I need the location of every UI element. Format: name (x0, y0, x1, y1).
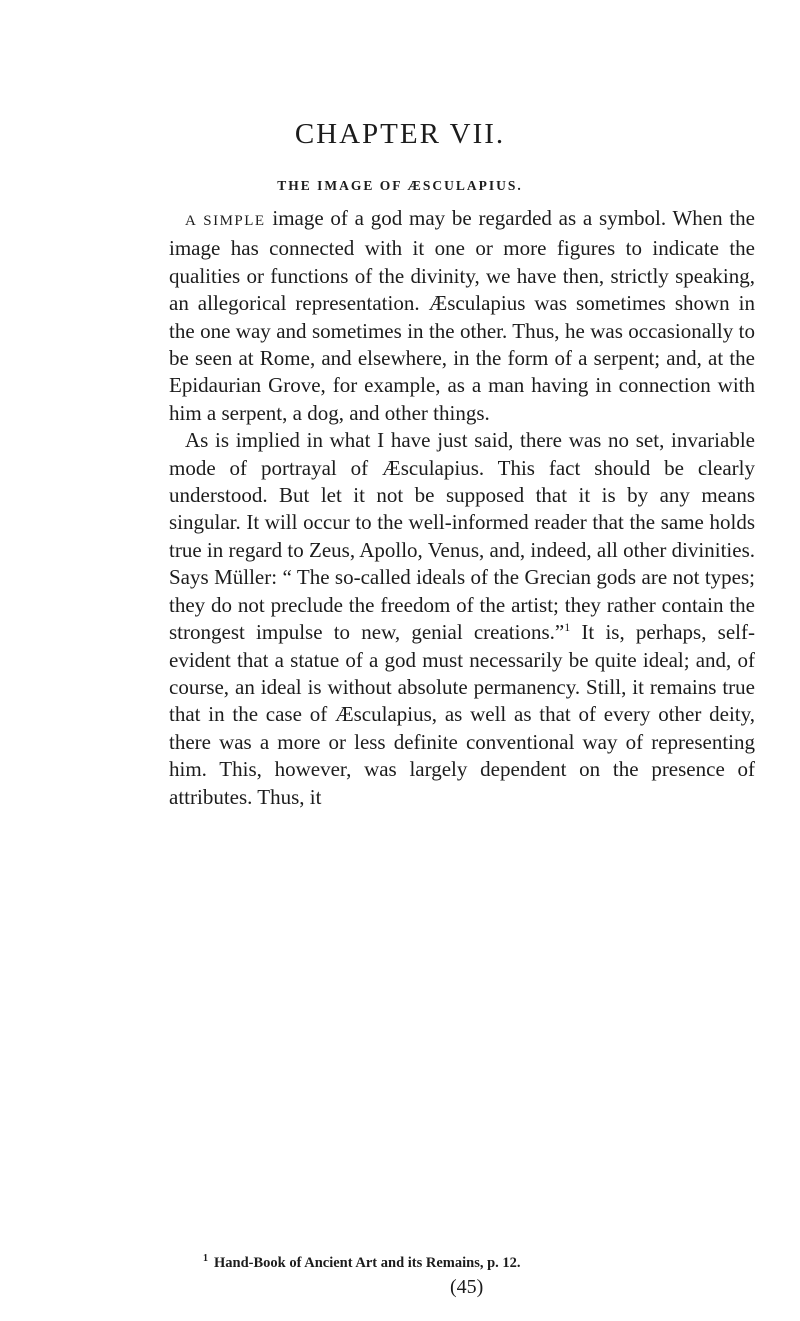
footnote-marker: 1 (203, 1253, 208, 1265)
paragraph-2 (169, 427, 755, 811)
page-number: (45) (450, 1276, 484, 1298)
paragraph-1-text: image of a god may be regarded as a symbol. When the image has connected with it one or more figures to indicate the qualities or functions of the divinity, we have then, strictly speaking, an allegorical representation. Æsculapius was sometimes shown in the one way and sometimes in the other. Thus, he was occasionally to be seen at Rome, and elsewhere, in the form of a serpent; and, at the Epidaurian Grove, for example, as a man having in connection with him a serpent, a dog, and other things. (169, 206, 755, 425)
paragraph-1 (169, 205, 755, 427)
body-text (169, 205, 755, 811)
footnote (203, 1255, 763, 1272)
footnote-text: Hand-Book of Ancient Art and its Remains, p. 12. (214, 1255, 521, 1271)
paragraph-2-text-after-note: It is, perhaps, self-evident that a statue of a god must necessarily be quite ideal; and, of course, an ideal is without absolute permanency. Still, it remains true that in the case of Æsculapius, as well as that of every other deity, there was a more or less definite conventional way of representing him. This, however, was largely dependent on the presence of attributes. Thus, it (169, 620, 755, 809)
chapter-title: CHAPTER VII. (294, 118, 506, 150)
paragraph-2-text-before-note: As is implied in what I have just said, there was no set, invariable mode of portrayal of Æsculapius. This fact should be clearly understood. But let it not be supposed that it is by any means singular. It will occur to the well-informed reader that the same holds true in regard to Zeus, Apollo, Venus, and, indeed, all other divinities. Says Müller: “ The so-called ideals of the Grecian gods are not types; they do not preclude the freedom of the artist; they rather contain the strongest impulse to new, genial creations.” (169, 428, 755, 645)
chapter-subtitle: THE IMAGE OF ÆSCULAPIUS. (277, 178, 523, 193)
paragraph-lead-small-caps: A SIMPLE (185, 213, 266, 229)
footnote-reference: 1 (564, 620, 571, 635)
